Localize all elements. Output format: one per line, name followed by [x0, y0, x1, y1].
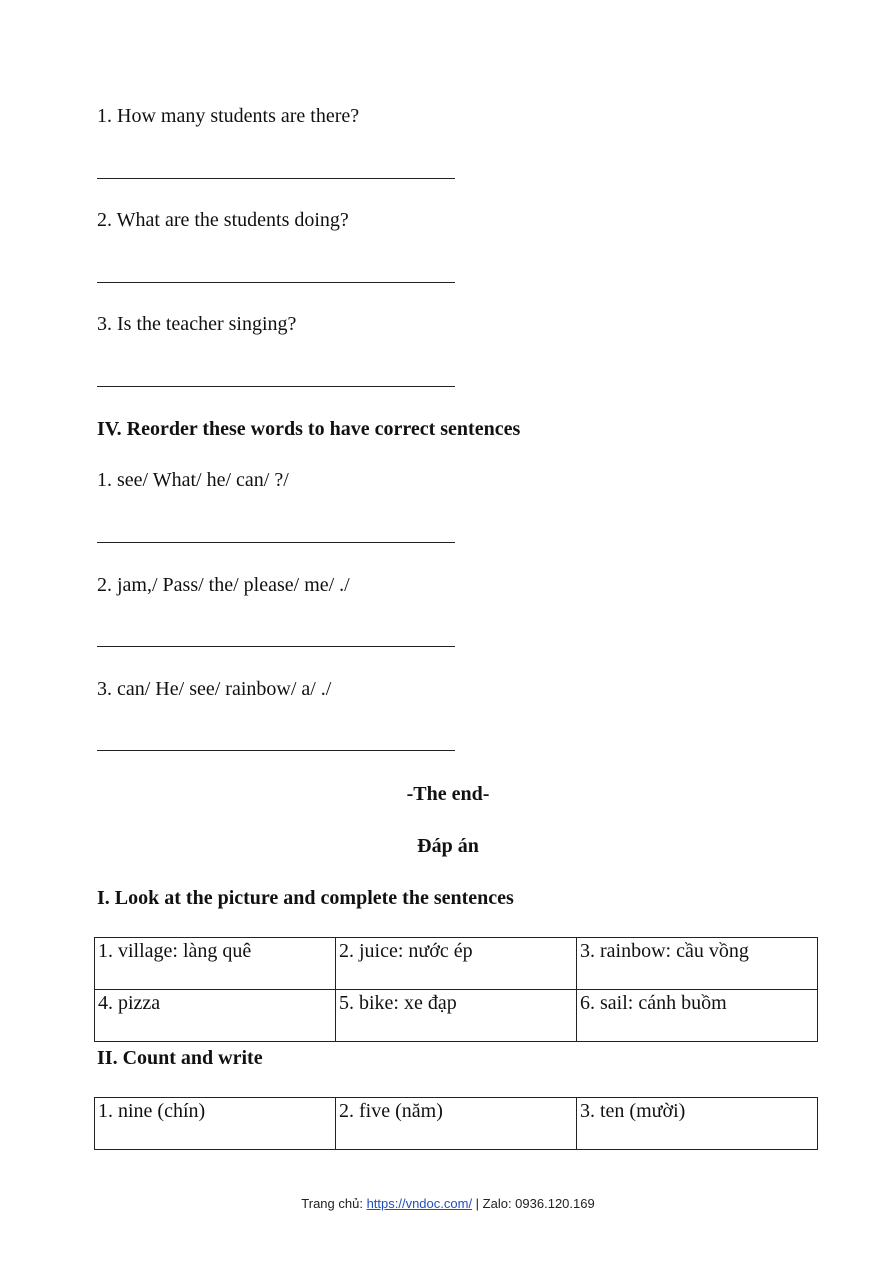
- answer-section-i-heading: I. Look at the picture and complete the sentences: [97, 887, 514, 909]
- answer-table-ii: [94, 1097, 818, 1150]
- footer-link[interactable]: https://vndoc.com/: [366, 1196, 473, 1211]
- footer-prefix: Trang chủ:: [301, 1196, 367, 1211]
- answer-line[interactable]: [97, 386, 455, 387]
- answer-section-ii-heading: II. Count and write: [97, 1047, 263, 1069]
- section-iv-heading: IV. Reorder these words to have correct sentences: [97, 418, 521, 440]
- answer-title: Đáp án: [417, 835, 479, 857]
- answer-line[interactable]: [97, 750, 455, 751]
- table-cell: 2. juice: nước ép: [336, 938, 577, 990]
- table-cell: 6. sail: cánh buồm: [577, 990, 818, 1042]
- the-end: -The end-: [406, 783, 490, 805]
- table-cell: 4. pizza: [95, 990, 336, 1042]
- answer-line[interactable]: [97, 542, 455, 543]
- answer-line[interactable]: [97, 282, 455, 283]
- table-cell: 3. ten (mười): [577, 1098, 818, 1150]
- page-footer: [0, 1196, 896, 1211]
- table-row: [95, 990, 818, 1042]
- question-1: 1. How many students are there?: [97, 105, 360, 127]
- footer-suffix: | Zalo: 0936.120.169: [472, 1196, 595, 1211]
- question-2: 2. What are the students doing?: [97, 209, 349, 231]
- table-cell: 5. bike: xe đạp: [336, 990, 577, 1042]
- table-cell: 2. five (năm): [336, 1098, 577, 1150]
- answer-line[interactable]: [97, 646, 455, 647]
- answer-table-i: [94, 937, 818, 1042]
- reorder-item-2: 2. jam,/ Pass/ the/ please/ me/ ./: [97, 574, 350, 596]
- question-3: 3. Is the teacher singing?: [97, 313, 297, 335]
- table-cell: 1. nine (chín): [95, 1098, 336, 1150]
- table-row: [95, 1098, 818, 1150]
- table-cell: 1. village: làng quê: [95, 938, 336, 990]
- reorder-item-1: 1. see/ What/ he/ can/ ?/: [97, 469, 289, 491]
- answer-line[interactable]: [97, 178, 455, 179]
- table-row: [95, 938, 818, 990]
- reorder-item-3: 3. can/ He/ see/ rainbow/ a/ ./: [97, 678, 332, 700]
- table-cell: 3. rainbow: cầu vồng: [577, 938, 818, 990]
